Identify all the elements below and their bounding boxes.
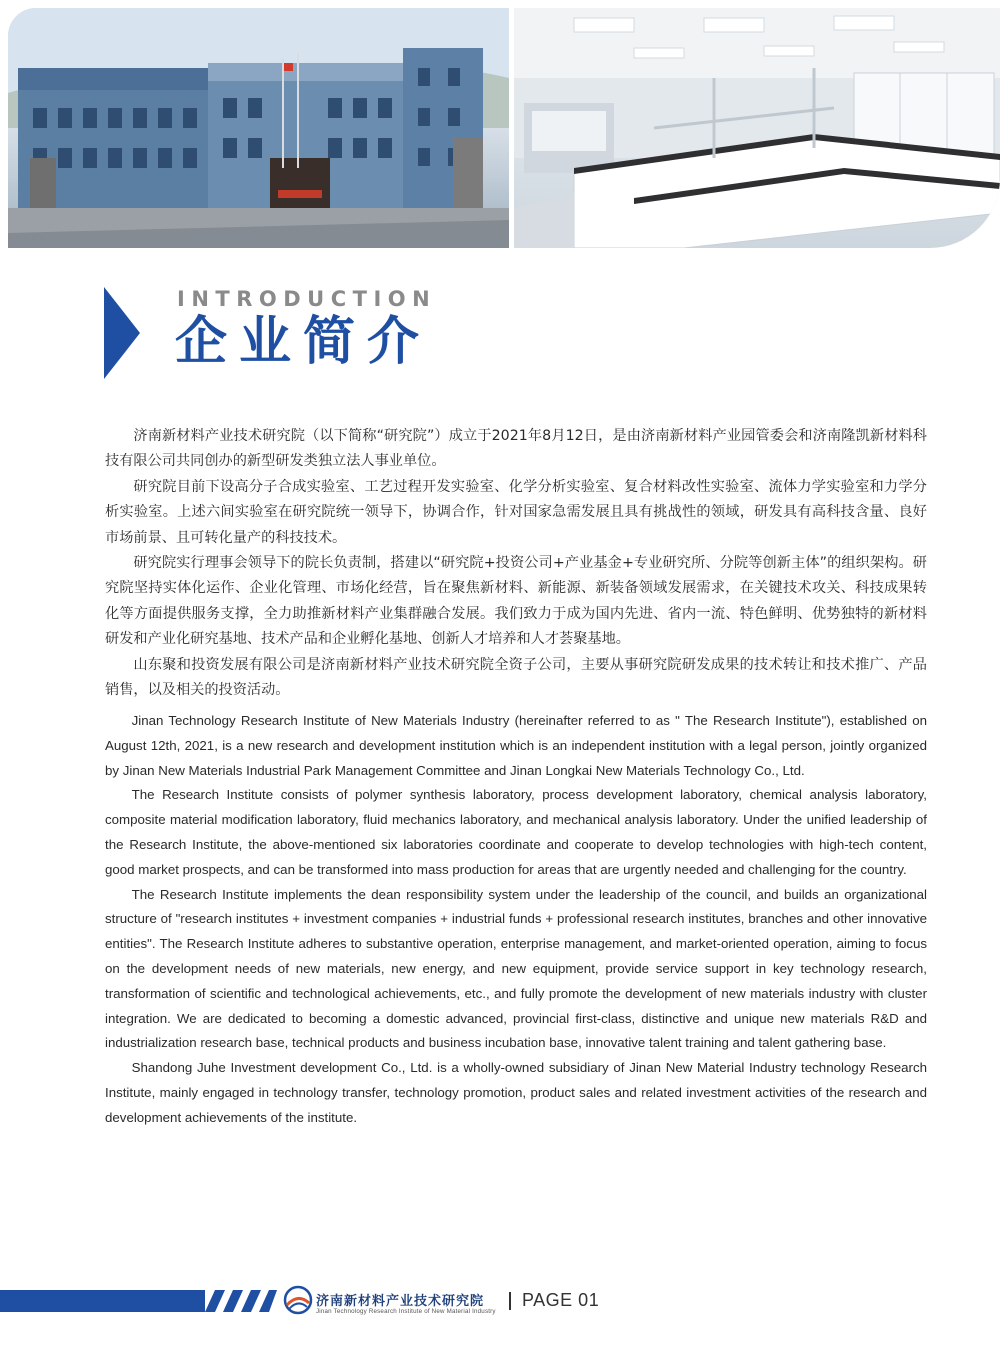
footer-org-name: 济南新材料产业技术研究院 [316,1294,485,1309]
intro-en-paragraph-2: The Research Institute consists of polymer synthesis laboratory, process development laboratory, chemical analysis laboratory, composite material modification laboratory, fluid mechanics laboratory, and mechanical analysis laboratory. Under the unified leadership of the Research Institute, the above-mentioned six laboratories coordinate and cooperate to develop technologies with high-tech content, good market prospects, and can be transformed into mass production for areas that are urgently needed and challenging for the country. [105,787,927,877]
page-number: PAGE 01 [522,1290,600,1310]
building-photo [8,8,509,248]
footer-accent-bar [0,1290,205,1312]
intro-english [105,709,927,1131]
laboratory-illustration [514,8,1000,248]
intro-en-paragraph-1: Jinan Technology Research Institute of New Materials Industry (hereinafter referred to as " The Research Institute"), established on August 12th, 2021, is a new research and development institution which is an independent institution with a legal person, jointly organized by Jinan New Materials Industrial Park Management Committee and Jinan Longkai New Materials Technology Co., Ltd. [105,713,927,778]
header-photos [0,0,1000,248]
intro-en-paragraph-4: Shandong Juhe Investment development Co., Ltd. is a wholly-owned subsidiary of Jinan New Material Industry technology Research Institute, mainly engaged in technology transfer, technology promotion, product sales and related investment activities of the research and development achievements of the institute. [105,1060,927,1125]
footer-org-name-english: Jinan Technology Research Institute of New Material Industry [316,1308,496,1315]
laboratory-photo [514,8,1000,248]
institute-logo-icon [283,1285,313,1315]
heading-english: INTRODUCTION [177,287,437,311]
intro-zh-paragraph-4: 山东聚和投资发展有限公司是济南新材料产业技术研究院全资子公司，主要从事研究院研发成果的技术转让和技术推广、产品销售，以及相关的投资活动。 [105,656,927,699]
intro-zh-paragraph-2: 研究院目前下设高分子合成实验室、工艺过程开发实验室、化学分析实验室、复合材料改性实验室、流体力学实验室和力学分析实验室。上述六间实验室在研究院统一领导下，协调合作，针对国家急需发展且具有挑战性的领域，研发具有高科技含量、良好市场前景、且可转化量产的科技技术。 [105,478,927,546]
building-illustration [8,8,509,248]
intro-en-paragraph-3: The Research Institute implements the dean responsibility system under the leadership of the council, and builds an organizational structure of "research institutes + investment companies + industrial funds + professional research institutes, branches and other innovative entities". The Research Institute adheres to substantive operation, enterprise management, and market-oriented operation, aiming to focus on the development needs of new materials, new energy, and new equipment, provide service support in key technology research, transformation of scientific and technological achievements, etc., and fully promote the development of new materials industry with cluster integration. We are dedicated to becoming a domestic advanced, provincial first-class, distinctive and unique new materials R&D and industrialization research base, technical products and business incubation base, innovative talent training and talent gathering base. [105,886,927,1051]
intro-zh-paragraph-1: 济南新材料产业技术研究院（以下简称“研究院”）成立于2021年8月12日，是由济南新材料产业园管委会和济南隆凯新材料科技有限公司共同创办的新型研发类独立法人事业单位。 [105,428,927,470]
heading-triangle-icon [104,287,140,379]
footer-stripes-icon [205,1290,277,1312]
intro-zh-paragraph-3: 研究院实行理事会领导下的院长负责制，搭建以“研究院+投资公司+产业基金+专业研究所、分院等创新主体”的组织架构。研究院坚持实体化运作、企业化管理、市场化经营，旨在聚焦新材料、新能源、新装备领域发展需求，在关键技术攻关、科技成果转化等方面提供服务支撑，全力助推新材料产业集群融合发展。我们致力于成为国内先进、省内一流、特色鲜明、优势独特的新材料研发和产业化研究基地、技术产品和企业孵化基地、创新人才培养和人才荟聚基地。 [105,555,927,648]
heading-chinese: 企业简介 [175,312,432,372]
intro-chinese [105,424,927,703]
footer-divider [509,1292,511,1310]
